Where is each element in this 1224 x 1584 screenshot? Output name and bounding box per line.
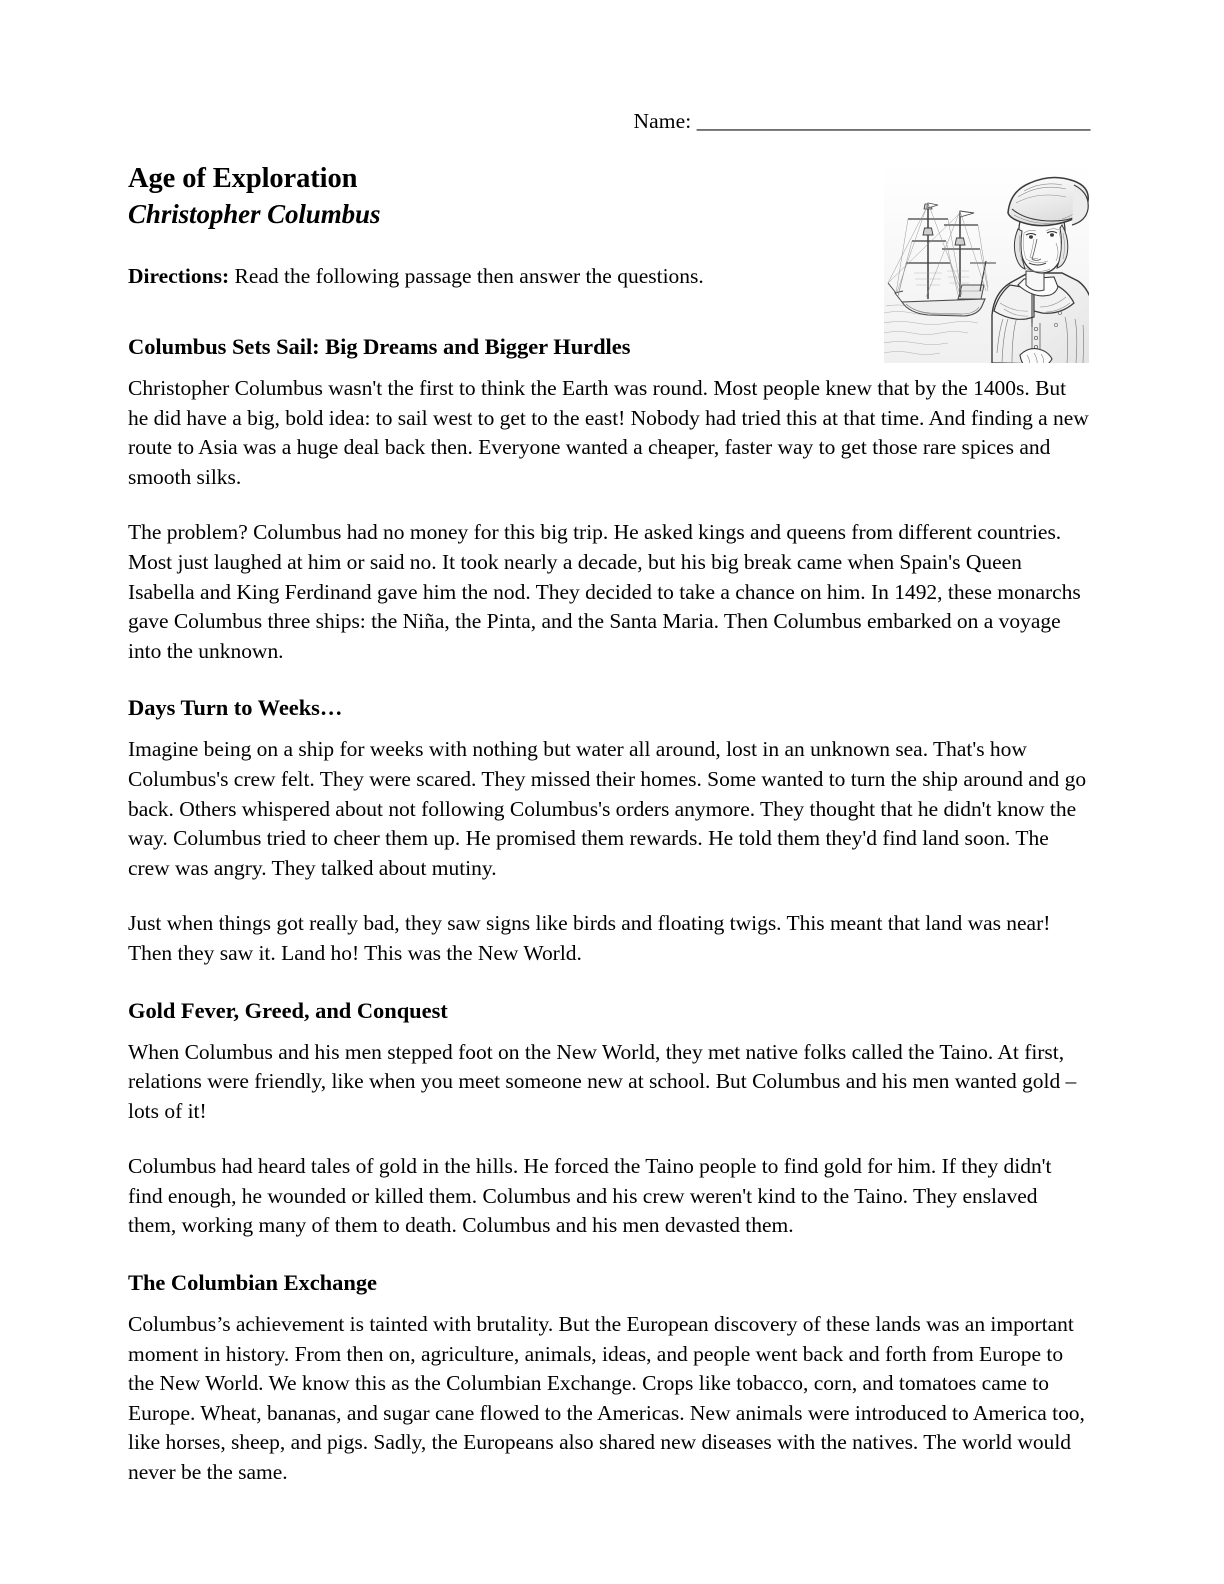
name-input-rule[interactable]: ______________________________________ xyxy=(696,109,1090,133)
section-2-paragraph-1: Imagine being on a ship for weeks with nothing but water all around, lost in an unknown sea. That's how Columbus's crew felt. They were scared. They missed their homes. Some wanted to turn the ship around and go back. Others whispered about not following Columbus's orders anymore. They thought that he didn't know the way. Columbus tried to cheer them up. He promised them rewards. He told them they'd find land soon. The crew was angry. They talked about mutiny. xyxy=(128,737,1087,880)
section-2-paragraph-2: Just when things got really bad, they saw signs like birds and floating twigs. This meant that land was near! Then they saw it. Land ho! This was the New World. xyxy=(128,911,1051,965)
directions-label: Directions: xyxy=(128,264,230,288)
name-label: Name: xyxy=(633,109,692,133)
page-title: Age of Exploration xyxy=(128,163,358,194)
directions-line xyxy=(128,262,1090,291)
section-heading-4: The Columbian Exchange xyxy=(128,1270,377,1296)
name-field-row xyxy=(128,108,1090,134)
section-heading-3: Gold Fever, Greed, and Conquest xyxy=(128,997,448,1023)
section-1-paragraph-1: Christopher Columbus wasn't the first to think the Earth was round. Most people knew that by the 1400s. But he did have a big, bold idea: to sail west to get to the east! Nobody had tried this at that time. And finding a new route to Asia was a huge deal back then. Everyone wanted a cheaper, faster way to get those rare spices and smooth silks. xyxy=(128,376,1089,489)
passage-content xyxy=(128,262,1090,1488)
directions-text: Read the following passage then answer the questions. xyxy=(229,264,704,288)
title-block xyxy=(128,162,868,231)
page-subtitle: Christopher Columbus xyxy=(128,199,381,229)
section-heading-2: Days Turn to Weeks… xyxy=(128,695,343,721)
section-4-paragraph-1: Columbus’s achievement is tainted with brutality. But the European discovery of these lands was an important moment in history. From then on, agriculture, animals, ideas, and people went back and forth from Europe to the New World. We know this as the Columbian Exchange. Crops like tobacco, corn, and tomatoes came to Europe. Wheat, bananas, and sugar cane flowed to the Americas. New animals were introduced to America too, like horses, sheep, and pigs. Sadly, the Europeans also shared new diseases with the natives. The world would never be the same. xyxy=(128,1312,1085,1485)
section-3-paragraph-1: When Columbus and his men stepped foot on the New World, they met native folks called the Taino. At first, relations were friendly, like when you meet someone new at school. But Columbus and his men wanted gold – lots of it! xyxy=(128,1039,1077,1123)
section-1-paragraph-2: The problem? Columbus had no money for this big trip. He asked kings and queens from different countries. Most just laughed at him or said no. It took nearly a decade, but his big break came when Spain's Queen Isabella and King Ferdinand gave him the nod. They decided to take a chance on him. In 1492, these monarchs gave Columbus three ships: the Niña, the Pinta, and the Santa Maria. Then Columbus embarked on a voyage into the unknown. xyxy=(128,520,1081,663)
section-3-paragraph-2: Columbus had heard tales of gold in the hills. He forced the Taino people to find gold for him. If they didn't find enough, he wounded or killed them. Columbus and his crew weren't kind to the Taino. They enslaved them, working many of them to death. Columbus and his men devasted them. xyxy=(128,1154,1052,1238)
section-heading-1: Columbus Sets Sail: Big Dreams and Bigger Hurdles xyxy=(128,334,631,359)
